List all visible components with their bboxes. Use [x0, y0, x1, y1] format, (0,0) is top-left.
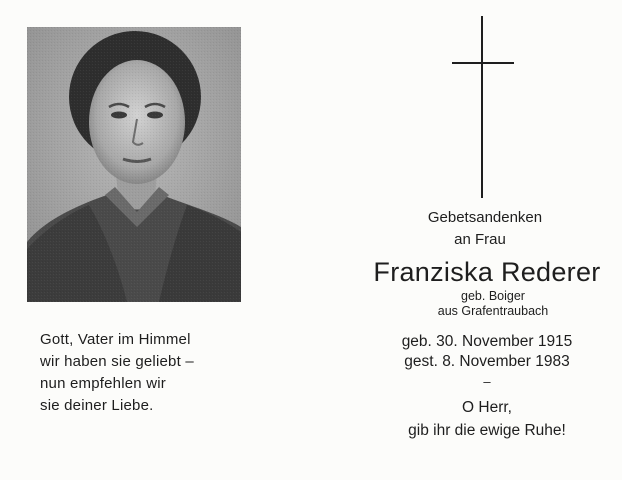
separator: –	[483, 374, 491, 389]
deceased-name: Franziska Rederer	[373, 257, 601, 287]
portrait-image	[27, 27, 241, 302]
verse-line: wir haben sie geliebt –	[40, 353, 194, 370]
portrait-photo	[27, 27, 241, 302]
birth-date: geb. 30. November 1915	[401, 333, 573, 350]
salutation: an Frau	[454, 231, 506, 248]
cross-icon	[448, 16, 518, 198]
death-date: gest. 8. November 1983	[404, 353, 570, 370]
maiden-name: geb. Boiger	[461, 289, 525, 303]
prayer-line: O Herr,	[462, 399, 512, 416]
heading: Gebetsandenken	[427, 209, 543, 226]
verse-text	[40, 329, 270, 417]
verse-line: sie deiner Liebe.	[40, 397, 154, 414]
prayer-line: gib ihr die ewige Ruhe!	[408, 422, 566, 439]
origin: aus Grafentraubach	[437, 304, 549, 318]
verse-line: Gott, Vater im Himmel	[40, 331, 191, 348]
verse-line: nun empfehlen wir	[40, 375, 166, 392]
